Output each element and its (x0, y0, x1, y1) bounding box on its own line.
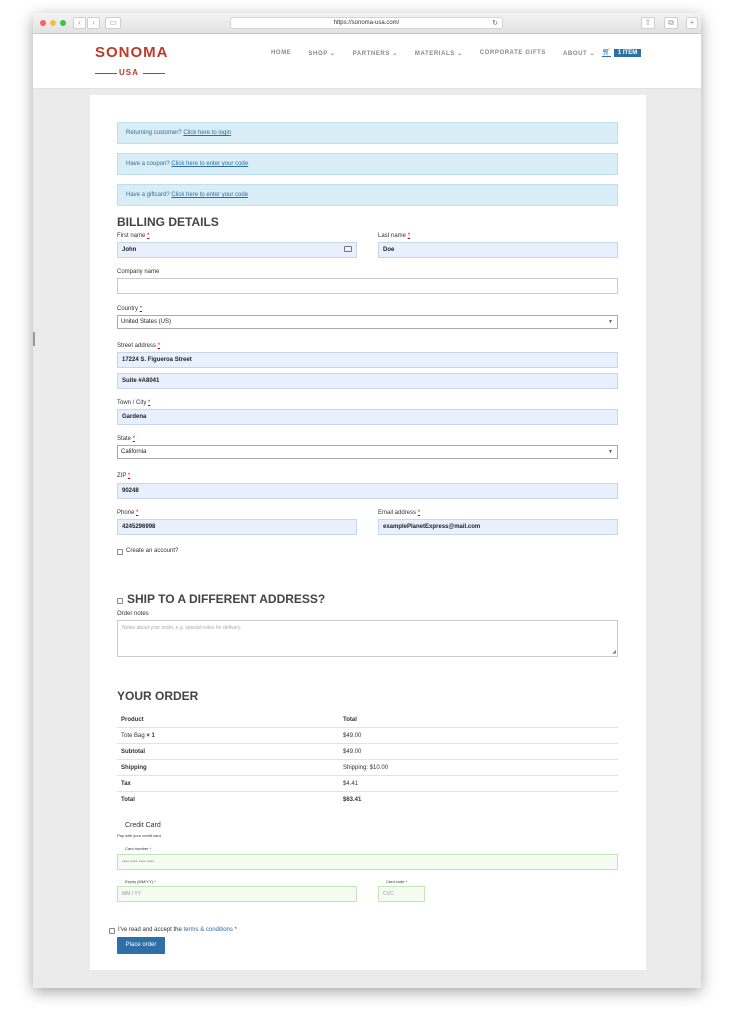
address-bar[interactable] (230, 17, 503, 29)
billing-heading: BILLING DETAILS (117, 215, 219, 229)
order-table (117, 712, 618, 808)
table-row (117, 776, 618, 792)
first-name-label: First name * (117, 233, 150, 239)
zip-label: ZIP * (117, 473, 131, 479)
card-code-input[interactable]: CVC (378, 886, 425, 902)
close-window-button[interactable] (40, 20, 46, 26)
zip-input[interactable]: 90248 (117, 483, 618, 499)
nav-corporate-gifts[interactable]: CORPORATE GIFTS (479, 50, 546, 56)
minimize-window-button[interactable] (50, 20, 56, 26)
phone-input[interactable]: 4245296998 (117, 519, 357, 535)
coupon-notice (117, 153, 618, 175)
reload-icon[interactable]: ↻ (492, 20, 498, 27)
your-order-heading: YOUR ORDER (117, 689, 199, 703)
contact-card-icon[interactable] (344, 246, 352, 252)
create-account-checkbox[interactable] (117, 549, 123, 555)
first-name-input[interactable] (117, 242, 357, 258)
payment-method-label: Credit Card (125, 822, 161, 829)
nav-materials[interactable]: MATERIALS ⌄ (414, 51, 463, 57)
tax-value: $4.41 (343, 781, 359, 787)
table-header-row (117, 712, 618, 728)
table-row (117, 792, 618, 808)
street-address-1-input[interactable]: 17224 S. Figueroa Street (117, 352, 618, 368)
phone-label: Phone * (117, 510, 139, 516)
resize-handle-icon[interactable]: ◢ (612, 649, 616, 655)
product-total: $49.00 (343, 733, 362, 739)
checkout-content (90, 95, 646, 970)
street-label: Street address * (117, 343, 161, 349)
logo-wordmark: SONOMA (95, 44, 169, 61)
country-select[interactable] (117, 315, 618, 329)
nav-home[interactable]: HOME (271, 50, 292, 56)
expiry-label: Expiry (MM/YY) * (125, 879, 156, 884)
sidebar-icon[interactable]: ▭ (105, 17, 121, 29)
card-code-label: Card code * (386, 879, 408, 884)
last-name-input[interactable]: Doe (378, 242, 618, 258)
terms-label (118, 927, 237, 933)
city-input[interactable]: Gardena (117, 409, 618, 425)
notice-text: Have a giftcard? (126, 192, 172, 198)
browser-titlebar (33, 13, 701, 34)
sonoma-logo[interactable] (91, 42, 171, 82)
expiry-input[interactable]: MM / YY (117, 886, 357, 902)
notice-text: Returning customer? (126, 130, 184, 136)
nav-partners[interactable]: PARTNERS ⌄ (352, 51, 398, 57)
browser-window (33, 13, 701, 988)
card-number-input[interactable]: •••• •••• •••• •••• (117, 854, 618, 870)
cart-icon: 🛒︎ (602, 49, 611, 56)
state-label: State * (117, 436, 136, 442)
coupon-link[interactable]: Click here to enter your code (171, 161, 249, 167)
ship-different-heading: SHIP TO A DIFFERENT ADDRESS? (127, 592, 326, 606)
city-label: Town / City * (117, 400, 151, 406)
tax-label: Tax (121, 781, 131, 787)
col-product-header: Product (121, 717, 144, 723)
state-select[interactable] (117, 445, 618, 459)
state-value: California (121, 449, 147, 455)
order-notes-textarea[interactable] (117, 620, 618, 657)
ship-different-checkbox[interactable] (117, 598, 123, 604)
last-name-label: Last name * (378, 233, 411, 239)
chevron-down-icon: ▼ (608, 319, 613, 325)
login-link[interactable]: Click here to login (183, 130, 232, 136)
company-label: Company name (117, 269, 160, 275)
forward-icon[interactable]: › (87, 17, 100, 29)
order-notes-label: Order notes (117, 611, 149, 617)
cart-count: 1 ITEM (614, 49, 641, 57)
shipping-value: Shipping: $10.00 (343, 765, 389, 771)
email-label: Email address * (378, 510, 421, 516)
subtotal-value: $49.00 (343, 749, 362, 755)
street-address-2-input[interactable]: Suite #A8041 (117, 373, 618, 389)
notice-text: Have a coupon? (126, 161, 172, 167)
main-nav (271, 50, 612, 57)
terms-required-mark: * (232, 927, 237, 933)
cart-button[interactable] (602, 48, 641, 57)
card-number-label: Card number * (125, 846, 152, 851)
new-tab-icon[interactable]: + (686, 17, 698, 29)
table-row (117, 760, 618, 776)
tabs-icon[interactable]: ⧉ (664, 17, 678, 29)
returning-customer-notice (117, 122, 618, 144)
terms-checkbox[interactable] (109, 928, 115, 934)
terms-link[interactable]: terms & conditions (183, 927, 233, 933)
logo-subtitle: USA (119, 68, 139, 77)
terms-text: I've read and accept the (118, 927, 184, 933)
product-name: Tote Bag × 1 (121, 733, 155, 739)
logo-divider (143, 73, 165, 74)
giftcard-link[interactable]: Click here to enter your code (171, 192, 249, 198)
place-order-button[interactable]: Place order (117, 937, 165, 954)
url-text: https://sonoma-usa.com/ (333, 20, 400, 26)
window-edge-mark (33, 332, 35, 346)
payment-description: Pay with your credit card. (117, 833, 162, 838)
total-label: Total (121, 797, 135, 803)
site-header (33, 34, 701, 89)
back-icon[interactable]: ‹ (73, 17, 86, 29)
nav-about[interactable]: ABOUT ⌄ (562, 51, 596, 57)
table-row (117, 728, 618, 744)
order-notes-placeholder: Notes about your order, e.g. special notes for delivery. (122, 625, 242, 631)
giftcard-notice (117, 184, 618, 206)
table-row (117, 744, 618, 760)
company-input[interactable] (117, 278, 618, 294)
email-input[interactable]: examplePlanetExpress@mail.com (378, 519, 618, 535)
subtotal-label: Subtotal (121, 749, 145, 755)
nav-shop[interactable]: SHOP ⌄ (308, 51, 336, 57)
maximize-window-button[interactable] (60, 20, 66, 26)
first-name-value: John (122, 247, 137, 253)
create-account-label: Create an account? (126, 548, 179, 554)
country-value: United States (US) (121, 319, 172, 325)
country-label: Country * (117, 306, 143, 312)
shipping-label: Shipping (121, 765, 147, 771)
share-icon[interactable]: ⇧ (641, 17, 655, 29)
total-value: $63.41 (343, 797, 362, 803)
col-total-header: Total (343, 717, 357, 723)
chevron-down-icon: ▼ (608, 449, 613, 455)
logo-divider (95, 73, 117, 74)
